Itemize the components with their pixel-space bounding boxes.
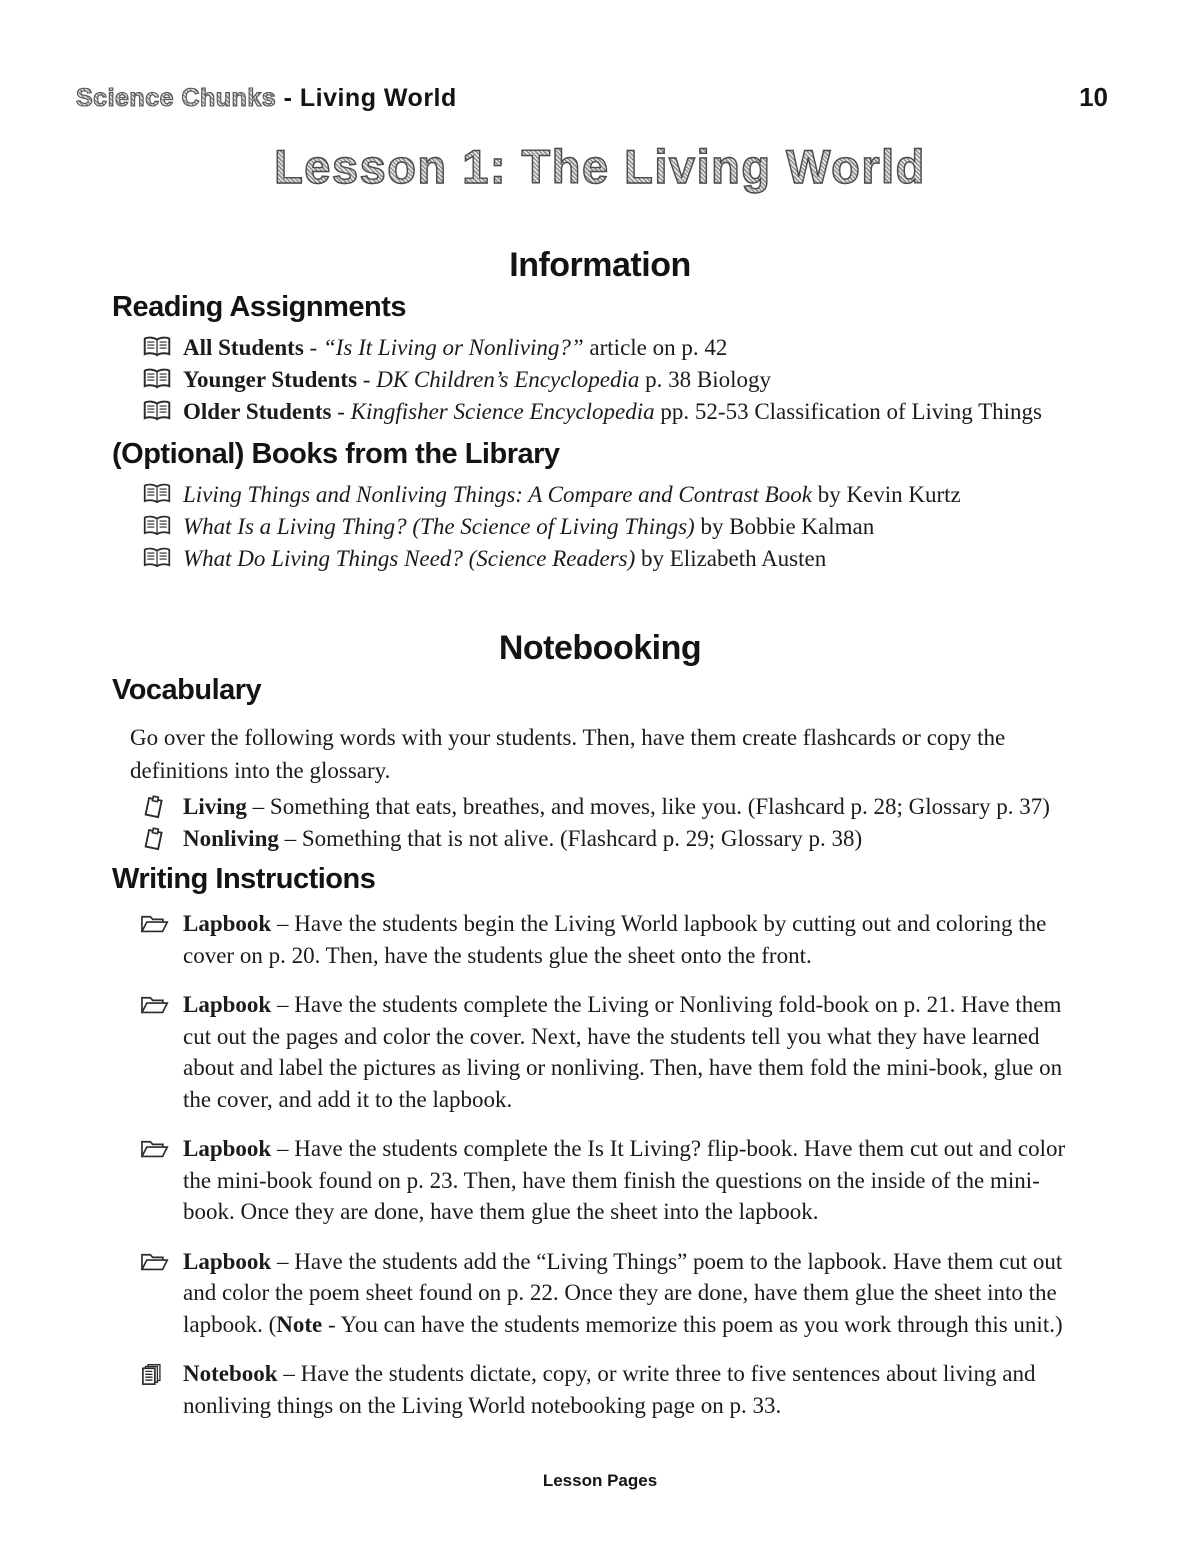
folder-icon <box>140 908 183 935</box>
source-title: “Is It Living or Nonliving?” <box>322 335 584 360</box>
list-item <box>140 989 1200 1115</box>
item-rest: pp. 52-53 Classification of Living Things <box>654 399 1043 424</box>
dash: – <box>271 1248 295 1274</box>
list-item <box>143 396 1200 428</box>
header-breadcrumb <box>76 84 457 113</box>
list-item <box>143 332 1200 364</box>
book-author: by Kevin Kurtz <box>811 482 961 507</box>
writing-item-text <box>183 1133 1088 1228</box>
activity-text: Have the students complete the Living or Nonliving fold-book on p. 21. Have them cut out the pages and color the cover. Next, have the students tell you what they have learned about and label the pictures as living or nonliving. Then, have them fold the mini-book, glue on the cover, and add it to the lapbook. <box>183 992 1063 1112</box>
vocab-definition: Something that is not alive. (Flashcard p. 29; Glossary p. 38) <box>301 826 863 851</box>
separator: - <box>331 399 351 424</box>
vocab-item-text <box>183 791 1098 823</box>
open-book-icon <box>143 479 183 505</box>
list-item <box>143 364 1200 396</box>
book-title: What Is a Living Thing? (The Science of Living Things) <box>183 514 695 539</box>
source-title: Kingfisher Science Encyclopedia <box>350 399 655 424</box>
book-item-text <box>183 479 1098 511</box>
item-rest: article on p. 42 <box>583 335 728 360</box>
folder-icon <box>140 1246 183 1273</box>
brand-title: Science Chunks <box>76 84 277 112</box>
reading-assignments-list <box>143 332 1200 428</box>
item-rest: p. 38 Biology <box>639 367 772 392</box>
brand-separator: - <box>276 84 300 112</box>
folder-icon <box>140 989 183 1016</box>
open-book-icon <box>143 511 183 537</box>
unit-title: Living World <box>299 84 457 112</box>
pages-icon <box>140 1358 183 1387</box>
activity-text: Have the students add the “Living Things” poem to the lapbook. Have them cut out and color the poem sheet found on p. 22. Once they are done, have them glue the sheet into the lapbook. ( <box>183 1248 1063 1337</box>
audience-label: All Students <box>183 335 304 360</box>
activity-label: Notebook <box>183 1361 278 1386</box>
book-author: by Elizabeth Austen <box>635 546 827 571</box>
open-book-icon <box>143 364 183 390</box>
open-book-icon <box>143 543 183 569</box>
activity-label: Lapbook <box>183 992 272 1017</box>
audience-label: Older Students <box>183 399 332 424</box>
clipboard-icon <box>143 791 183 819</box>
folder-icon <box>140 1133 183 1160</box>
reading-item-text <box>183 332 1098 364</box>
activity-text: Have the students dictate, copy, or write three to five sentences about living and nonliving things on the Living World notebooking page on p. 33. <box>183 1361 1036 1418</box>
dash: – <box>277 1361 301 1386</box>
subsection-heading-reading-assignments: Reading Assignments <box>112 291 406 323</box>
vocab-item-text <box>183 823 1098 855</box>
list-item <box>140 1133 1200 1228</box>
section-heading-notebooking: Notebooking <box>498 629 702 667</box>
subsection-heading-vocabulary: Vocabulary <box>112 674 262 706</box>
subsection-heading-library-books: (Optional) Books from the Library <box>112 438 560 470</box>
section-heading-information: Information <box>509 246 691 284</box>
list-item <box>140 1246 1200 1341</box>
book-item-text <box>183 511 1098 543</box>
list-item <box>143 791 1200 823</box>
book-title: What Do Living Things Need? (Science Readers) <box>183 546 636 571</box>
activity-text: Have the students complete the Is It Living? flip-book. Have them cut out and color the mini-book found on p. 23. Then, have them finish the questions on the inside of the mini-book. Once they are done, have them glue the sheet into the lapbook. <box>183 1136 1066 1224</box>
writing-item-text <box>183 989 1088 1115</box>
page-title: Lesson 1: The Living World <box>0 139 1200 194</box>
writing-item-text <box>183 1358 1088 1421</box>
page-number: 10 <box>1079 82 1108 112</box>
activity-label: Lapbook <box>183 911 272 936</box>
separator: - <box>357 367 377 392</box>
activity-text: Have the students begin the Living World lapbook by cutting out and coloring the cover on p. 20. Then, have the students glue the sheet onto the front. <box>183 911 1047 968</box>
dash: – <box>271 992 295 1017</box>
book-title: Living Things and Nonliving Things: A Compare and Contrast Book <box>183 482 812 507</box>
activity-label: Lapbook <box>183 1248 272 1274</box>
reading-item-text <box>183 396 1098 428</box>
clipboard-icon <box>143 823 183 851</box>
open-book-icon <box>143 332 183 358</box>
writing-instructions-list <box>140 908 1200 1421</box>
note-text: - You can have the students memorize this poem as you work through this unit.) <box>322 1311 1063 1337</box>
vocab-term: Nonliving <box>183 826 279 851</box>
writing-item-text <box>183 1246 1088 1341</box>
list-item <box>140 1358 1200 1421</box>
source-title: DK Children’s Encyclopedia <box>376 367 640 392</box>
dash: – <box>271 1136 295 1161</box>
vocab-definition: Something that eats, breathes, and moves, like you. (Flashcard p. 28; Glossary p. 37) <box>269 794 1050 819</box>
page-header <box>0 0 1200 113</box>
writing-item-text <box>183 908 1088 971</box>
dash: – <box>246 794 270 819</box>
list-item <box>140 908 1200 971</box>
open-book-icon <box>143 396 183 422</box>
list-item <box>143 823 1200 855</box>
dash: – <box>278 826 302 851</box>
reading-item-text <box>183 364 1098 396</box>
vocabulary-list <box>143 791 1200 855</box>
note-label: Note <box>276 1311 323 1337</box>
vocab-term: Living <box>183 794 247 819</box>
dash: – <box>271 911 295 936</box>
book-item-text <box>183 543 1098 575</box>
audience-label: Younger Students <box>183 367 358 392</box>
footer-label: Lesson Pages <box>542 1471 658 1490</box>
list-item <box>143 479 1200 511</box>
list-item <box>143 511 1200 543</box>
vocabulary-intro: Go over the following words with your students. Then, have them create flashcards or copy the definitions into the glossary. <box>130 725 1006 783</box>
subsection-heading-writing-instructions: Writing Instructions <box>112 863 376 895</box>
separator: - <box>303 335 323 360</box>
activity-label: Lapbook <box>183 1136 272 1161</box>
library-books-list <box>143 479 1200 575</box>
book-author: by Bobbie Kalman <box>694 514 875 539</box>
list-item <box>143 543 1200 575</box>
